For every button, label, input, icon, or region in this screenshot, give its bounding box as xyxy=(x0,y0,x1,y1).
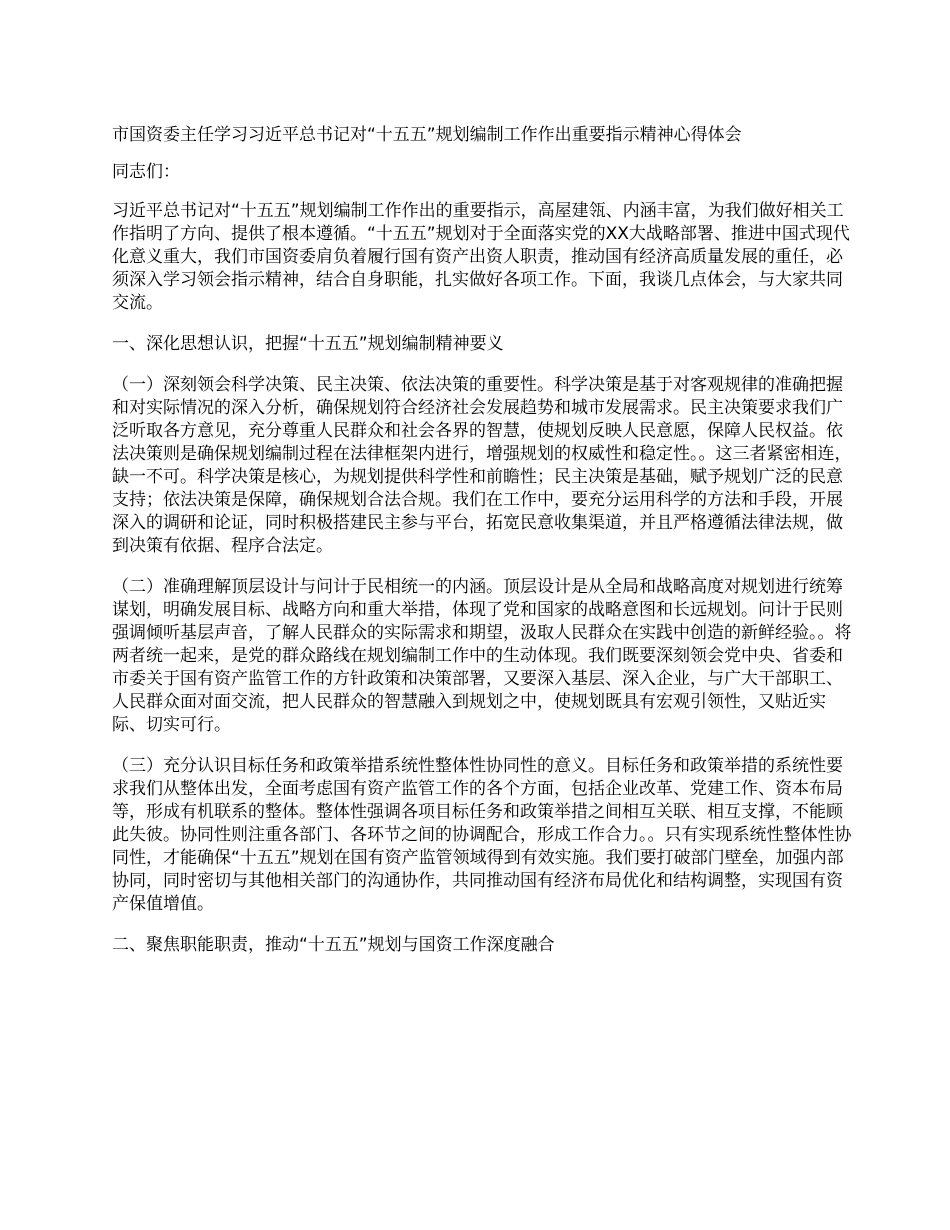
document-title: 市国资委主任学习习近平总书记对“十五五”规划编制工作作出重要指示精神心得体会 xyxy=(112,125,742,145)
section-1-heading: 一、深化思想认识，把握“十五五”规划编制精神要义 xyxy=(112,334,504,354)
section-2-heading: 二、聚焦职能职责，推动“十五五”规划与国资工作深度融合 xyxy=(112,935,555,955)
salutation: 同志们： xyxy=(112,162,180,182)
section-1-paragraph-3: （三）充分认识目标任务和政策举措系统性整体性协同性的意义。目标任务和政策举措的系统性要求我们从整体出发，全面考虑国有资产监管工作的各个方面，包括企业改革、党建工作、资本布局等，形成有机联系的整体。整体性强调各项目标任务和政策举措之间相互关联、相互支撑，不能顾此失彼。协同性则注重各部门、各环节之间的协调配合，形成工作合力。。只有实现系统性整体性协同性，才能确保“十五五”规划在国有资产监管领域得到有效实施。我们要打破部门壁垒，加强内部协同，同时密切与其他相关部门的沟通协作，共同推动国有经济布局优化和结构调整，实现国有资产保值增值。 xyxy=(112,756,852,914)
document-page xyxy=(112,124,854,975)
section-1-paragraph-1: （一）深刻领会科学决策、民主决策、依法决策的重要性。科学决策是基于对客观规律的准确把握和对实际情况的深入分析，确保规划符合经济社会发展趋势和城市发展需求。民主决策要求我们广泛听取各方意见，充分尊重人民群众和社会各界的智慧，使规划反映人民意愿，保障人民权益。依法决策则是确保规划编制过程在法律框架内进行，增强规划的权威性和稳定性。。这三者紧密相连，缺一不可。科学决策是核心，为规划提供科学性和前瞻性；民主决策是基础，赋予规划广泛的民意支持；依法决策是保障，确保规划合法合规。我们在工作中，要充分运用科学的方法和手段，开展深入的调研和论证，同时积极搭建民主参与平台，拓宽民意收集渠道，并且严格遵循法律法规，做到决策有依据、程序合法定。 xyxy=(112,375,852,556)
intro-paragraph: 习近平总书记对“十五五”规划编制工作作出的重要指示，高屋建瓴、内涵丰富，为我们做好相关工作指明了方向、提供了根本遵循。“十五五”规划对于全面落实党的XX大战略部署、推进中国式现代化意义重大，我们市国资委肩负着履行国有资产出资人职责，推动国有经济高质量发展的重任，必须深入学习领会指示精神，结合自身职能，扎实做好各项工作。下面，我谈几点体会，与大家共同交流。 xyxy=(112,201,850,313)
section-1-paragraph-2: （二）准确理解顶层设计与问计于民相统一的内涵。顶层设计是从全局和战略高度对规划进行统筹谋划，明确发展目标、战略方向和重大举措，体现了党和国家的战略意图和长远规划。问计于民则强调倾听基层声音，了解人民群众的实际需求和期望，汲取人民群众在实践中创造的新鲜经验。。将两者统一起来，是党的群众路线在规划编制工作中的生动体现。我们既要深刻领会党中央、省委和市委关于国有资产监管工作的方针政策和决策部署，又要深入基层、深入企业，与广大干部职工、人民群众面对面交流，把人民群众的智慧融入到规划之中，使规划既具有宏观引领性，又贴近实际、切实可行。 xyxy=(112,577,852,735)
